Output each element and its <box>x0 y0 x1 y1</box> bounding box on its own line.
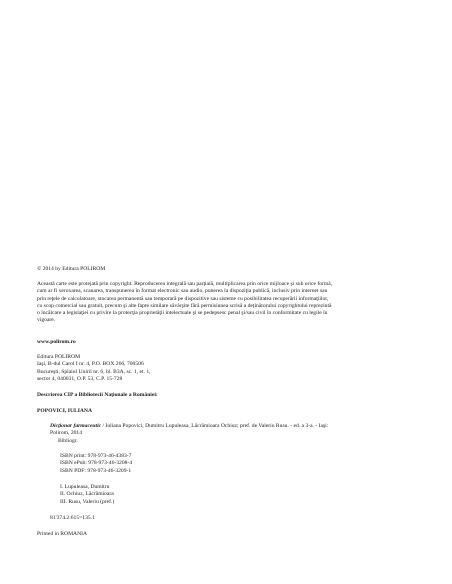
address-line: Bucureşti, Splaiul Unirii nr. 6, bl. B3A, sc. 1, et. 1, <box>37 368 151 375</box>
contributor-line: III. Rusu, Valeriu (pref.) <box>60 498 115 505</box>
publisher-website: www.polirom.ro <box>37 339 76 345</box>
legal-notice <box>37 281 417 325</box>
legal-line: cu scop comercial sau gratuit, precum şi alte fapte similare săvârşite fără permisiunea scrisă a deţinătorului copyrightului reprezintă <box>37 302 332 309</box>
cip-entry-line: Polirom, 2014 <box>50 430 83 437</box>
legal-line: vigoare. <box>37 317 56 324</box>
contributor-list <box>60 484 114 506</box>
cip-bibliography: Bibliogr. <box>58 437 78 444</box>
address-line: Iaşi, B-dul Carol I nr. 4, P.O. BOX 266, 700506 <box>37 361 144 368</box>
cip-author: POPOVICI, IULIANA <box>37 408 93 414</box>
classification-code: 81'374.2:615=135.1 <box>50 515 95 521</box>
copyright-notice: © 2014 by Editura POLIROM <box>37 266 106 272</box>
publisher-address <box>37 354 417 383</box>
isbn-line: ISBN PDF: 978-973-46-3209-1 <box>60 467 132 474</box>
address-line: Editura POLIROM <box>37 354 81 360</box>
contributor-line: I. Lupuleasa, Dumitru <box>60 484 110 490</box>
legal-line: prin reţele de calculatoare, stocarea permanentă sau temporară pe dispozitive sau sisteme cu posibilitatea recuperării informaţiilor, <box>37 295 329 302</box>
address-line: sector 4, 040031, O.P. 53, C.P. 15-728 <box>37 375 123 382</box>
legal-line: Această carte este protejată prin copyright. Reproducerea integrală sau parţială, multiplicarea prin orice mijloace şi sub orice formă, <box>37 281 333 287</box>
isbn-line: ISBN print: 978-973-46-4383-7 <box>60 453 132 459</box>
legal-line: o încălcare a legislaţiei cu privire la protecţia proprietăţii intelectuale şi se pedepsesc penal şi/sau civil în conformitate cu legile în <box>37 310 328 317</box>
cip-entry <box>50 423 420 445</box>
contributor-line: II. Ochiuz, Lăcrămioara <box>60 491 114 498</box>
printed-in: Printed in ROMANIA <box>37 531 88 537</box>
isbn-list <box>60 453 132 475</box>
cip-entry-line <box>50 423 420 430</box>
legal-line: cum ar fi xeroxarea, scanarea, transpunerea în format electronic sau audio, punerea la dispoziţia publică, inclusiv prin internet sau <box>37 288 328 295</box>
cip-entry-details: / Iuliana Popovici, Dumitru Lupuleasa, Lăcrămioara Ochiuz; pref. de Valeriu Rusu. - ed. a 3-a. - Iaşi: <box>101 423 329 429</box>
cip-heading: Descrierea CIP a Bibliotecii Naţionale a României: <box>37 392 158 398</box>
book-title: Dicţionar farmaceutic <box>50 423 102 429</box>
isbn-line: ISBN ePub: 978-973-46-3208-4 <box>60 460 133 467</box>
